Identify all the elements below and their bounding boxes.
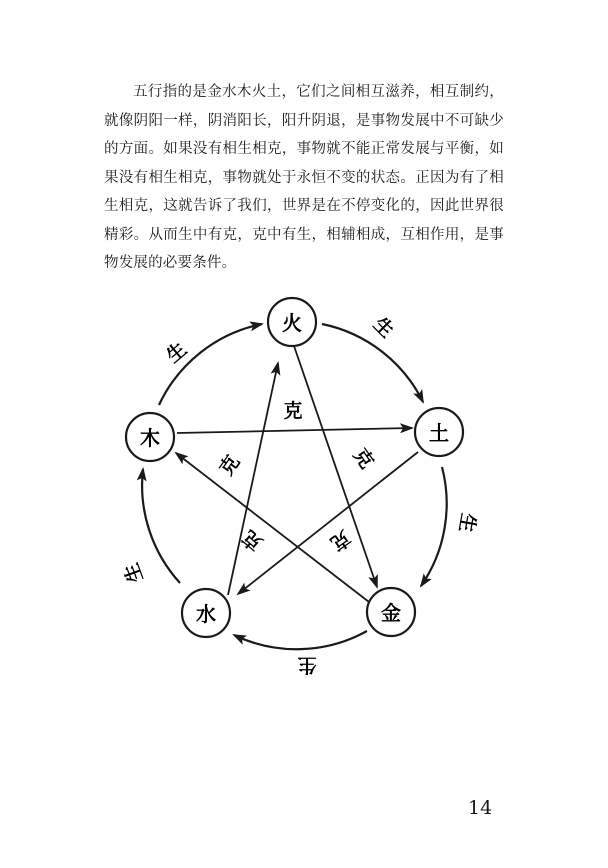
node-wood-label: 木 (140, 426, 160, 450)
node-water (182, 589, 230, 637)
node-earth-label: 土 (429, 421, 449, 445)
node-fire-label: 火 (282, 311, 302, 335)
control-label: 克 (348, 444, 378, 473)
control-label: 克 (283, 400, 303, 422)
node-metal (367, 588, 415, 636)
body-paragraph: 五行指的是金水木火土，它们之间相互滋养，相互制约，就像阴阳一样，阴消阳长，阳升阴退，是事物发展中不可缺少的方面。如果没有相生相克，事物就不能正常发展与平衡，如果没有相生相克，事物就处于永恒不变的状态。正因为有了相生相克，这就告诉了我们，世界是在不停变化的，因此世界很精彩。从而生中有克，克中有生，相辅相成，互相作用，是事物发展的必要条件。 (104, 84, 504, 271)
generate-label: 生 (454, 511, 480, 535)
node-metal-label: 金 (381, 601, 401, 625)
generate-arc-fire-earth (322, 324, 423, 402)
control-line-water-fire (228, 363, 278, 595)
generate-arc-earth-metal (421, 467, 447, 586)
control-label: 克 (326, 525, 355, 555)
page-number: 14 (468, 797, 493, 819)
control-line-wood-earth (177, 428, 412, 433)
node-earth (415, 408, 463, 456)
generate-label: 生 (368, 313, 398, 343)
generate-label: 生 (162, 338, 191, 368)
generate-arc-water-wood (142, 469, 180, 583)
control-label: 克 (238, 525, 267, 555)
control-label: 克 (215, 451, 245, 480)
generate-arc-metal-water (234, 631, 367, 649)
node-water-label: 水 (196, 602, 216, 626)
node-fire (268, 298, 316, 346)
node-wood (126, 413, 174, 461)
generate-label: 生 (120, 559, 148, 586)
generate-label: 生 (297, 654, 317, 676)
control-line-earth-water (238, 452, 418, 594)
